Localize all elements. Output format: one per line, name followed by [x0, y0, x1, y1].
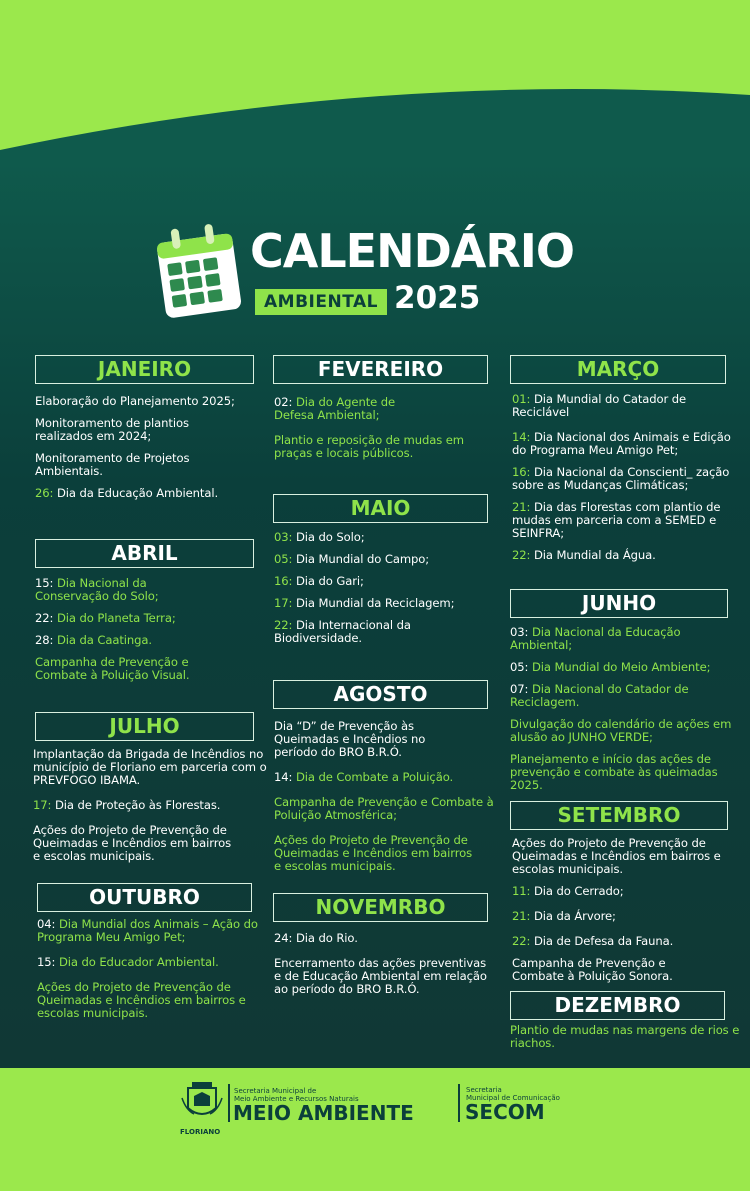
- list-item: Monitoramento de plantios realizados em 2024;: [35, 416, 189, 443]
- ambiental-tag: AMBIENTAL: [255, 289, 387, 315]
- list-item: 15: Dia Nacional da Conservação do Solo;: [35, 576, 159, 603]
- setembro-items: [512, 837, 742, 992]
- month-setembro: SETEMBRO: [510, 801, 728, 830]
- list-item: 05: Dia Mundial do Meio Ambiente;: [510, 660, 711, 674]
- secretaria-name: MEIO AMBIENTE: [233, 1101, 414, 1125]
- julho-items: [33, 748, 273, 872]
- list-item: 24: Dia do Rio.: [274, 931, 358, 945]
- list-item: Ações do Projeto de Prevenção de Queimadas e Incêndios em bairros e escolas municipais.: [512, 836, 721, 876]
- list-item: Campanha de Prevenção e Combate à Poluição Visual.: [35, 655, 190, 682]
- secom-line1: Secretaria: [466, 1086, 502, 1094]
- list-item: 07: Dia Nacional do Catador de Reciclagem.: [510, 682, 689, 709]
- list-item: Dia “D” de Prevenção às Queimadas e Incêndios no período do BRO B.R.Ó.: [274, 719, 426, 759]
- list-item: 22: Dia Mundial da Água.: [512, 548, 656, 562]
- footer-green-band: [0, 1068, 750, 1191]
- list-item: Planejamento e início das ações de prevenção e combate às queimadas 2025.: [510, 752, 718, 792]
- list-item: 02: Dia do Agente de Defesa Ambiental;: [274, 395, 396, 422]
- list-item: Campanha de Prevenção e Combate à Poluição Sonora.: [512, 956, 673, 983]
- page-title: CALENDÁRIO: [250, 224, 575, 278]
- month-janeiro: JANEIRO: [35, 355, 254, 384]
- month-novembro: NOVEMRBO: [273, 893, 488, 922]
- janeiro-items: [35, 395, 265, 509]
- list-item: Divulgação do calendário de ações em alusão ao JUNHO VERDE;: [510, 717, 732, 744]
- marco-items: [512, 393, 740, 571]
- month-agosto: AGOSTO: [273, 680, 488, 709]
- footer-logo-label: FLORIANO: [180, 1128, 221, 1136]
- list-item: Monitoramento de Projetos Ambientais.: [35, 451, 190, 478]
- list-item: 03: Dia do Solo;: [274, 530, 365, 544]
- list-item: 22: Dia do Planeta Terra;: [35, 611, 176, 625]
- list-item: 16: Dia do Gari;: [274, 574, 364, 588]
- dezembro-items: [510, 1024, 740, 1059]
- list-item: 15: Dia do Educador Ambiental.: [37, 955, 219, 969]
- month-outubro: OUTUBRO: [37, 883, 252, 912]
- list-item: 14: Dia de Combate a Poluição.: [274, 770, 454, 784]
- list-item: 17: Dia de Proteção às Florestas.: [33, 798, 221, 812]
- fevereiro-items: [274, 396, 496, 469]
- list-item: Ações do Projeto de Prevenção de Queimadas e Incêndios em bairros e escolas municipais.: [33, 823, 232, 863]
- list-item: 11: Dia do Cerrado;: [512, 884, 624, 898]
- maio-items: [274, 531, 496, 654]
- list-item: 28: Dia da Caatinga.: [35, 633, 153, 647]
- abril-items: [35, 577, 265, 691]
- month-marco: MARÇO: [510, 355, 726, 384]
- junho-items: [510, 626, 740, 801]
- list-item: Campanha de Prevenção e Combate à Poluição Atmosférica;: [274, 795, 494, 822]
- floriano-coat-of-arms-icon: [180, 1078, 224, 1128]
- list-item: Encerramento das ações preventivas e de Educação Ambiental em relação ao período do BRO B.R.Ó.: [274, 956, 487, 996]
- year-label: 2025: [394, 280, 481, 316]
- month-dezembro: DEZEMBRO: [510, 991, 725, 1020]
- list-item: Ações do Projeto de Prevenção de Queimadas e Incêndios em bairros e escolas municipais.: [274, 833, 473, 873]
- list-item: 17: Dia Mundial da Reciclagem;: [274, 596, 455, 610]
- list-item: 26: Dia da Educação Ambiental.: [35, 486, 219, 500]
- list-item: 05: Dia Mundial do Campo;: [274, 552, 430, 566]
- list-item: 21: Dia da Árvore;: [512, 909, 616, 923]
- list-item: Implantação da Brigada de Incêndios no município de Floriano em parceria com o PREVFOGO IBAMA.: [33, 747, 267, 787]
- calendar-icon: [153, 220, 243, 320]
- month-abril: ABRIL: [35, 539, 254, 568]
- month-junho: JUNHO: [510, 589, 728, 618]
- list-item: 22: Dia de Defesa da Fauna.: [512, 934, 674, 948]
- month-maio: MAIO: [273, 494, 488, 523]
- list-item: 03: Dia Nacional da Educação Ambiental;: [510, 625, 681, 652]
- list-item: Ações do Projeto de Prevenção de Queimadas e Incêndios em bairros e escolas municipais.: [37, 980, 246, 1020]
- secom-name: SECOM: [465, 1100, 545, 1124]
- list-item: Elaboração do Planejamento 2025;: [35, 394, 235, 408]
- footer-divider: [228, 1084, 230, 1122]
- list-item: Plantio de mudas nas margens de rios e riachos.: [510, 1023, 740, 1050]
- outubro-items: [37, 918, 269, 1029]
- list-item: 16: Dia Nacional da Conscienti_ zação sobre as Mudanças Climáticas;: [512, 465, 730, 492]
- secom-line2: Municipal de Comunicação: [466, 1094, 560, 1102]
- month-julho: JULHO: [35, 712, 254, 741]
- list-item: 01: Dia Mundial do Catador de Reciclável: [512, 392, 687, 419]
- novembro-items: [274, 932, 496, 1005]
- list-item: 22: Dia Internacional da Biodiversidade.: [274, 618, 411, 645]
- agosto-items: [274, 720, 496, 882]
- secretaria-line2: Meio Ambiente e Recursos Naturais: [234, 1095, 359, 1103]
- list-item: 14: Dia Nacional dos Animais e Edição do Programa Meu Amigo Pet;: [512, 430, 731, 457]
- list-item: Plantio e reposição de mudas em praças e locais públicos.: [274, 433, 464, 460]
- month-fevereiro: FEVEREIRO: [273, 355, 488, 384]
- list-item: 21: Dia das Florestas com plantio de mudas em parceria com a SEMED e SEINFRA;: [512, 500, 721, 540]
- footer-divider: [458, 1084, 460, 1122]
- list-item: 04: Dia Mundial dos Animais – Ação do Programa Meu Amigo Pet;: [37, 917, 258, 944]
- secretaria-line1: Secretaria Municipal de: [234, 1087, 317, 1095]
